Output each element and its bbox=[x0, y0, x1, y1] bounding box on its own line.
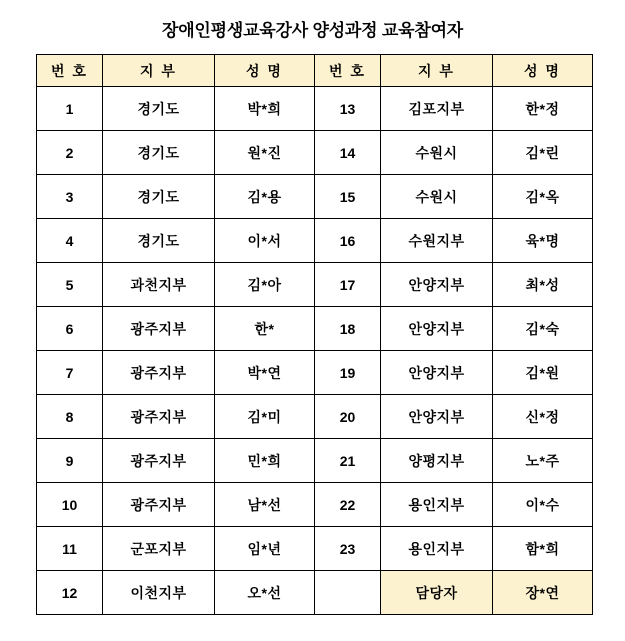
cell-branch-right: 양평지부 bbox=[381, 439, 493, 483]
cell-name-left: 박*연 bbox=[215, 351, 315, 395]
column-header-branch-right: 지 부 bbox=[381, 55, 493, 87]
column-header-number-left: 번 호 bbox=[37, 55, 103, 87]
cell-name-left: 이*서 bbox=[215, 219, 315, 263]
cell-name-right: 김*린 bbox=[493, 131, 593, 175]
cell-branch-right: 수원시 bbox=[381, 131, 493, 175]
roster-table bbox=[36, 54, 593, 615]
column-header-name-left: 성 명 bbox=[215, 55, 315, 87]
cell-branch-right: 용인지부 bbox=[381, 483, 493, 527]
cell-name-left: 남*선 bbox=[215, 483, 315, 527]
cell-number-right: 18 bbox=[315, 307, 381, 351]
cell-branch-left: 과천지부 bbox=[103, 263, 215, 307]
cell-name-right: 김*원 bbox=[493, 351, 593, 395]
cell-number-left: 6 bbox=[37, 307, 103, 351]
cell-name-right: 한*정 bbox=[493, 87, 593, 131]
cell-name-left: 임*년 bbox=[215, 527, 315, 571]
column-header-name-right: 성 명 bbox=[493, 55, 593, 87]
cell-branch-right: 안양지부 bbox=[381, 307, 493, 351]
cell-branch-right: 안양지부 bbox=[381, 263, 493, 307]
table-row bbox=[37, 131, 593, 175]
cell-branch-right: 김포지부 bbox=[381, 87, 493, 131]
cell-name-left: 오*선 bbox=[215, 571, 315, 615]
cell-name-right: 육*명 bbox=[493, 219, 593, 263]
cell-branch-right: 용인지부 bbox=[381, 527, 493, 571]
cell-number-right: 19 bbox=[315, 351, 381, 395]
cell-branch-left: 광주지부 bbox=[103, 439, 215, 483]
cell-number-left: 2 bbox=[37, 131, 103, 175]
cell-number-right: 21 bbox=[315, 439, 381, 483]
table-row bbox=[37, 351, 593, 395]
cell-name-right: 노*주 bbox=[493, 439, 593, 483]
cell-branch-left: 경기도 bbox=[103, 219, 215, 263]
cell-number-right: 20 bbox=[315, 395, 381, 439]
cell-manager-label: 담당자 bbox=[381, 571, 493, 615]
table-row bbox=[37, 395, 593, 439]
table-row bbox=[37, 527, 593, 571]
table-row bbox=[37, 483, 593, 527]
cell-number-right: 22 bbox=[315, 483, 381, 527]
cell-branch-left: 이천지부 bbox=[103, 571, 215, 615]
cell-name-left: 한* bbox=[215, 307, 315, 351]
cell-number-left: 9 bbox=[37, 439, 103, 483]
cell-name-right: 김*숙 bbox=[493, 307, 593, 351]
roster-table-container bbox=[0, 54, 625, 615]
cell-number-left: 3 bbox=[37, 175, 103, 219]
table-row bbox=[37, 87, 593, 131]
cell-number-left: 11 bbox=[37, 527, 103, 571]
table-row bbox=[37, 439, 593, 483]
document-page bbox=[0, 16, 625, 641]
cell-name-right: 신*정 bbox=[493, 395, 593, 439]
cell-branch-left: 광주지부 bbox=[103, 395, 215, 439]
table-row bbox=[37, 307, 593, 351]
cell-name-right: 최*성 bbox=[493, 263, 593, 307]
cell-number-right: 23 bbox=[315, 527, 381, 571]
column-header-number-right: 번 호 bbox=[315, 55, 381, 87]
cell-name-right: 김*옥 bbox=[493, 175, 593, 219]
cell-number-right: 13 bbox=[315, 87, 381, 131]
cell-name-left: 김*아 bbox=[215, 263, 315, 307]
cell-branch-left: 광주지부 bbox=[103, 351, 215, 395]
cell-number-left: 4 bbox=[37, 219, 103, 263]
column-header-branch-left: 지 부 bbox=[103, 55, 215, 87]
cell-branch-right: 안양지부 bbox=[381, 395, 493, 439]
table-header bbox=[37, 55, 593, 87]
cell-number-left: 1 bbox=[37, 87, 103, 131]
cell-number-left: 8 bbox=[37, 395, 103, 439]
cell-branch-right: 안양지부 bbox=[381, 351, 493, 395]
table-row bbox=[37, 219, 593, 263]
table-row bbox=[37, 175, 593, 219]
cell-branch-left: 군포지부 bbox=[103, 527, 215, 571]
cell-branch-left: 경기도 bbox=[103, 87, 215, 131]
cell-branch-left: 경기도 bbox=[103, 131, 215, 175]
cell-name-right: 이*수 bbox=[493, 483, 593, 527]
cell-number-right-empty bbox=[315, 571, 381, 615]
cell-number-right: 15 bbox=[315, 175, 381, 219]
cell-number-right: 17 bbox=[315, 263, 381, 307]
cell-name-left: 원*진 bbox=[215, 131, 315, 175]
cell-branch-left: 광주지부 bbox=[103, 483, 215, 527]
cell-number-left: 10 bbox=[37, 483, 103, 527]
table-row bbox=[37, 263, 593, 307]
cell-number-left: 12 bbox=[37, 571, 103, 615]
table-header-row bbox=[37, 55, 593, 87]
page-title: 장애인평생교육강사 양성과정 교육참여자 bbox=[161, 21, 464, 40]
cell-number-left: 7 bbox=[37, 351, 103, 395]
cell-branch-left: 광주지부 bbox=[103, 307, 215, 351]
cell-name-left: 민*희 bbox=[215, 439, 315, 483]
cell-name-left: 박*희 bbox=[215, 87, 315, 131]
cell-branch-right: 수원지부 bbox=[381, 219, 493, 263]
cell-branch-left: 경기도 bbox=[103, 175, 215, 219]
cell-branch-right: 수원시 bbox=[381, 175, 493, 219]
table-body bbox=[37, 87, 593, 615]
cell-name-right: 함*희 bbox=[493, 527, 593, 571]
cell-number-right: 16 bbox=[315, 219, 381, 263]
cell-name-left: 김*미 bbox=[215, 395, 315, 439]
cell-name-left: 김*용 bbox=[215, 175, 315, 219]
cell-manager-name: 장*연 bbox=[493, 571, 593, 615]
cell-number-left: 5 bbox=[37, 263, 103, 307]
table-row-last bbox=[37, 571, 593, 615]
cell-number-right: 14 bbox=[315, 131, 381, 175]
